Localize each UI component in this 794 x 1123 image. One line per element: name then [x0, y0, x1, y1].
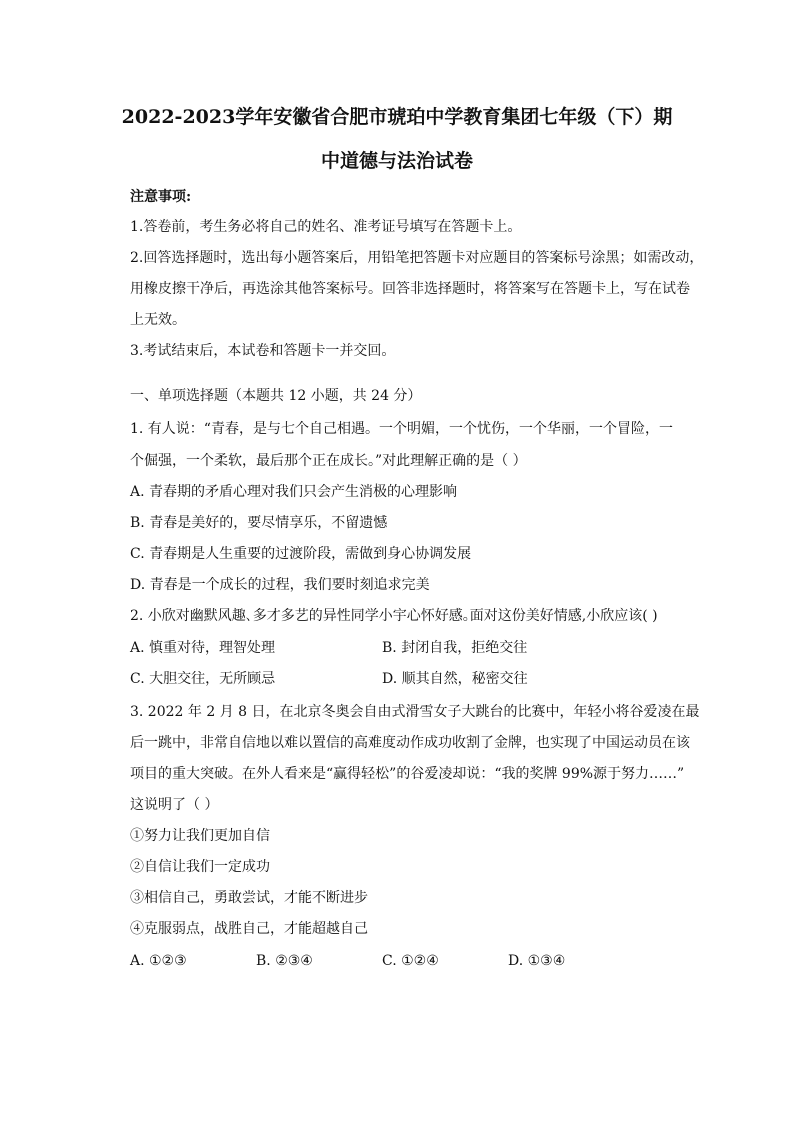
q2-option-a: A. 慎重对待，理智处理	[130, 640, 276, 656]
exam-title	[90, 95, 704, 183]
notice-item-2-line-1: 2.回答选择题时，选出每小题答案后，用铅笔把答题卡对应题目的答案标号涂黑；如需改动，	[130, 250, 704, 266]
q1-stem-line-1: 1. 有人说：“青春，是与七个自己相遇。一个明媚，一个忧伤，一个华丽，一个冒险，一	[130, 421, 673, 437]
notice-heading: 注意事项:	[130, 189, 192, 205]
q1-stem-line-2: 个倔强，一个柔软，最后那个正在成长。”对此理解正确的是（ ）	[130, 453, 527, 469]
q2-option-c: C. 大胆交往，无所顾忌	[130, 671, 276, 687]
q3-option-a: A. ①②③	[130, 953, 187, 969]
section-1-heading: 一、单项选择题（本题共 12 小题，共 24 分）	[130, 388, 422, 404]
q3-option-b: B. ②③④	[256, 953, 313, 969]
q3-stem-line-3: 项目的重大突破。在外人看来是“赢得轻松”的谷爱凌却说：“我的奖牌 99%源于努力……”	[130, 766, 685, 782]
q3-item-2: ②自信让我们一定成功	[130, 859, 270, 875]
q3-stem-line-2: 后一跳中，非常自信地以难以置信的高难度动作成功收割了金牌，也实现了中国运动员在该	[130, 735, 690, 751]
notice-item-2-line-2: 用橡皮擦干净后，再选涂其他答案标号。回答非选择题时，将答案写在答题卡上，写在试卷	[130, 281, 690, 297]
q2-stem: 2. 小欣对幽默风趣､多才多艺的异性同学小宇心怀好感｡面对这份美好情感,小欣应该( )	[130, 608, 658, 624]
title-line-1: 2022-2023学年安徽省合肥市琥珀中学教育集团七年级（下）期	[121, 106, 673, 128]
q2-option-b: B. 封闭自我，拒绝交往	[382, 640, 528, 656]
q3-stem-line-4: 这说明了（ ）	[130, 797, 219, 813]
q1-option-b: B. 青春是美好的，要尽情享乐，不留遗憾	[130, 515, 388, 531]
q3-item-1: ①努力让我们更加自信	[130, 828, 270, 844]
q1-option-c: C. 青春期是人生重要的过渡阶段，需做到身心协调发展	[130, 546, 472, 562]
q3-stem-line-1: 3. 2022 年 2 月 8 日，在北京冬奥会自由式滑雪女子大跳台的比赛中，年轻小将谷爱凌在最	[130, 704, 700, 720]
q3-item-4: ④克服弱点，战胜自己，才能超越自己	[130, 921, 368, 937]
q1-option-d: D. 青春是一个成长的过程，我们要时刻追求完美	[130, 577, 430, 593]
q3-item-3: ③相信自己，勇敢尝试，才能不断进步	[130, 890, 368, 906]
notice-item-3: 3.考试结束后，本试卷和答题卡一并交回。	[130, 343, 396, 359]
q3-option-d: D. ①③④	[508, 953, 566, 969]
q2-option-d: D. 顺其自然，秘密交往	[382, 671, 528, 687]
q3-option-c: C. ①②④	[382, 953, 439, 969]
notice-item-2-line-3: 上无效。	[130, 312, 186, 328]
title-line-2: 中道德与法治试卷	[320, 150, 473, 172]
notice-item-1: 1.答卷前，考生务必将自己的姓名、准考证号填写在答题卡上。	[130, 219, 522, 235]
q1-option-a: A. 青春期的矛盾心理对我们只会产生消极的心理影响	[130, 484, 458, 500]
